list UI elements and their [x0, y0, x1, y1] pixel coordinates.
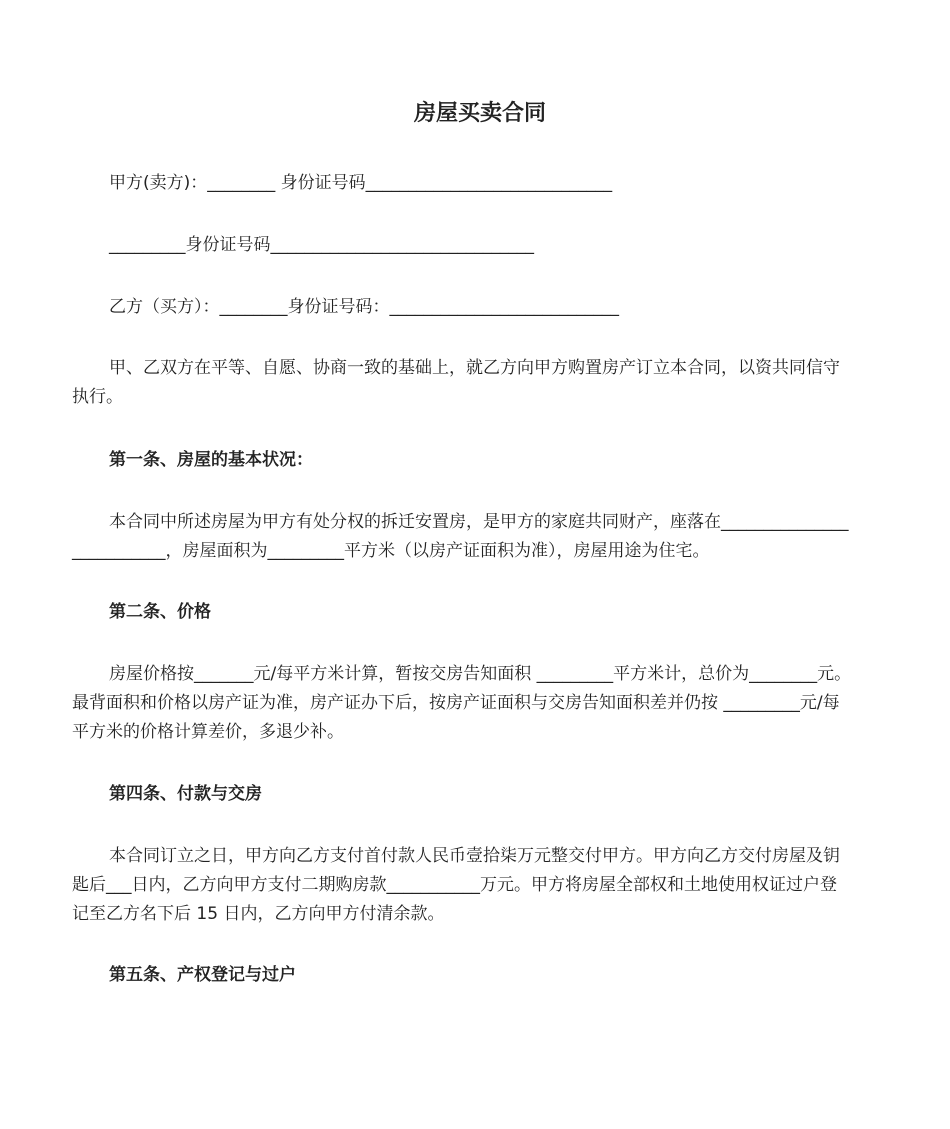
- intro-paragraph-line-1: 甲、乙双方在平等、自愿、协商一致的基础上，就乙方向甲方购置房产订立本合同，以资共同信守: [109, 358, 840, 378]
- document-title: 房屋买卖合同: [414, 101, 547, 126]
- article-2-heading: 第二条、价格: [109, 602, 211, 622]
- article-1-heading: 第一条、房屋的基本状况：: [109, 450, 313, 470]
- article-1-line-2: ___________，房屋面积为_________平方米（以房产证面积为准），房屋用途为住宅。: [72, 541, 710, 561]
- article-2-line-3: 平方米的价格计算差价，多退少补。: [72, 722, 344, 742]
- party-b-line: 乙方（买方）：________身份证号码：___________________________: [109, 297, 619, 317]
- article-4-line-2: 匙后___日内，乙方向甲方支付二期购房款___________万元。甲方将房屋全部权和土地使用权证过户登: [72, 875, 837, 895]
- article-1-line-1: 本合同中所述房屋为甲方有处分权的拆迁安置房，是甲方的家庭共同财产，座落在_______________: [109, 512, 849, 532]
- party-a-line-2: _________身份证号码_______________________________: [109, 235, 534, 255]
- intro-paragraph-line-2: 执行。: [72, 387, 123, 407]
- article-4-line-3: 记至乙方名下后 15 日内，乙方向甲方付清余款。: [72, 904, 445, 924]
- article-2-line-2: 最背面积和价格以房产证为准，房产证办下后，按房产证面积与交房告知面积差并仍按 _________元/每: [72, 693, 840, 713]
- article-4-heading: 第四条、付款与交房: [109, 784, 262, 804]
- party-a-line-1: 甲方(卖方)：________ 身份证号码_____________________________: [109, 173, 613, 193]
- article-5-heading: 第五条、产权登记与过户: [109, 965, 296, 985]
- article-2-line-1: 房屋价格按_______元/每平方米计算，暂按交房告知面积 _________平方米计，总价为________元。: [109, 664, 852, 684]
- article-4-line-1: 本合同订立之日，甲方向乙方支付首付款人民币壹拾柒万元整交付甲方。甲方向乙方交付房屋及钥: [109, 846, 840, 866]
